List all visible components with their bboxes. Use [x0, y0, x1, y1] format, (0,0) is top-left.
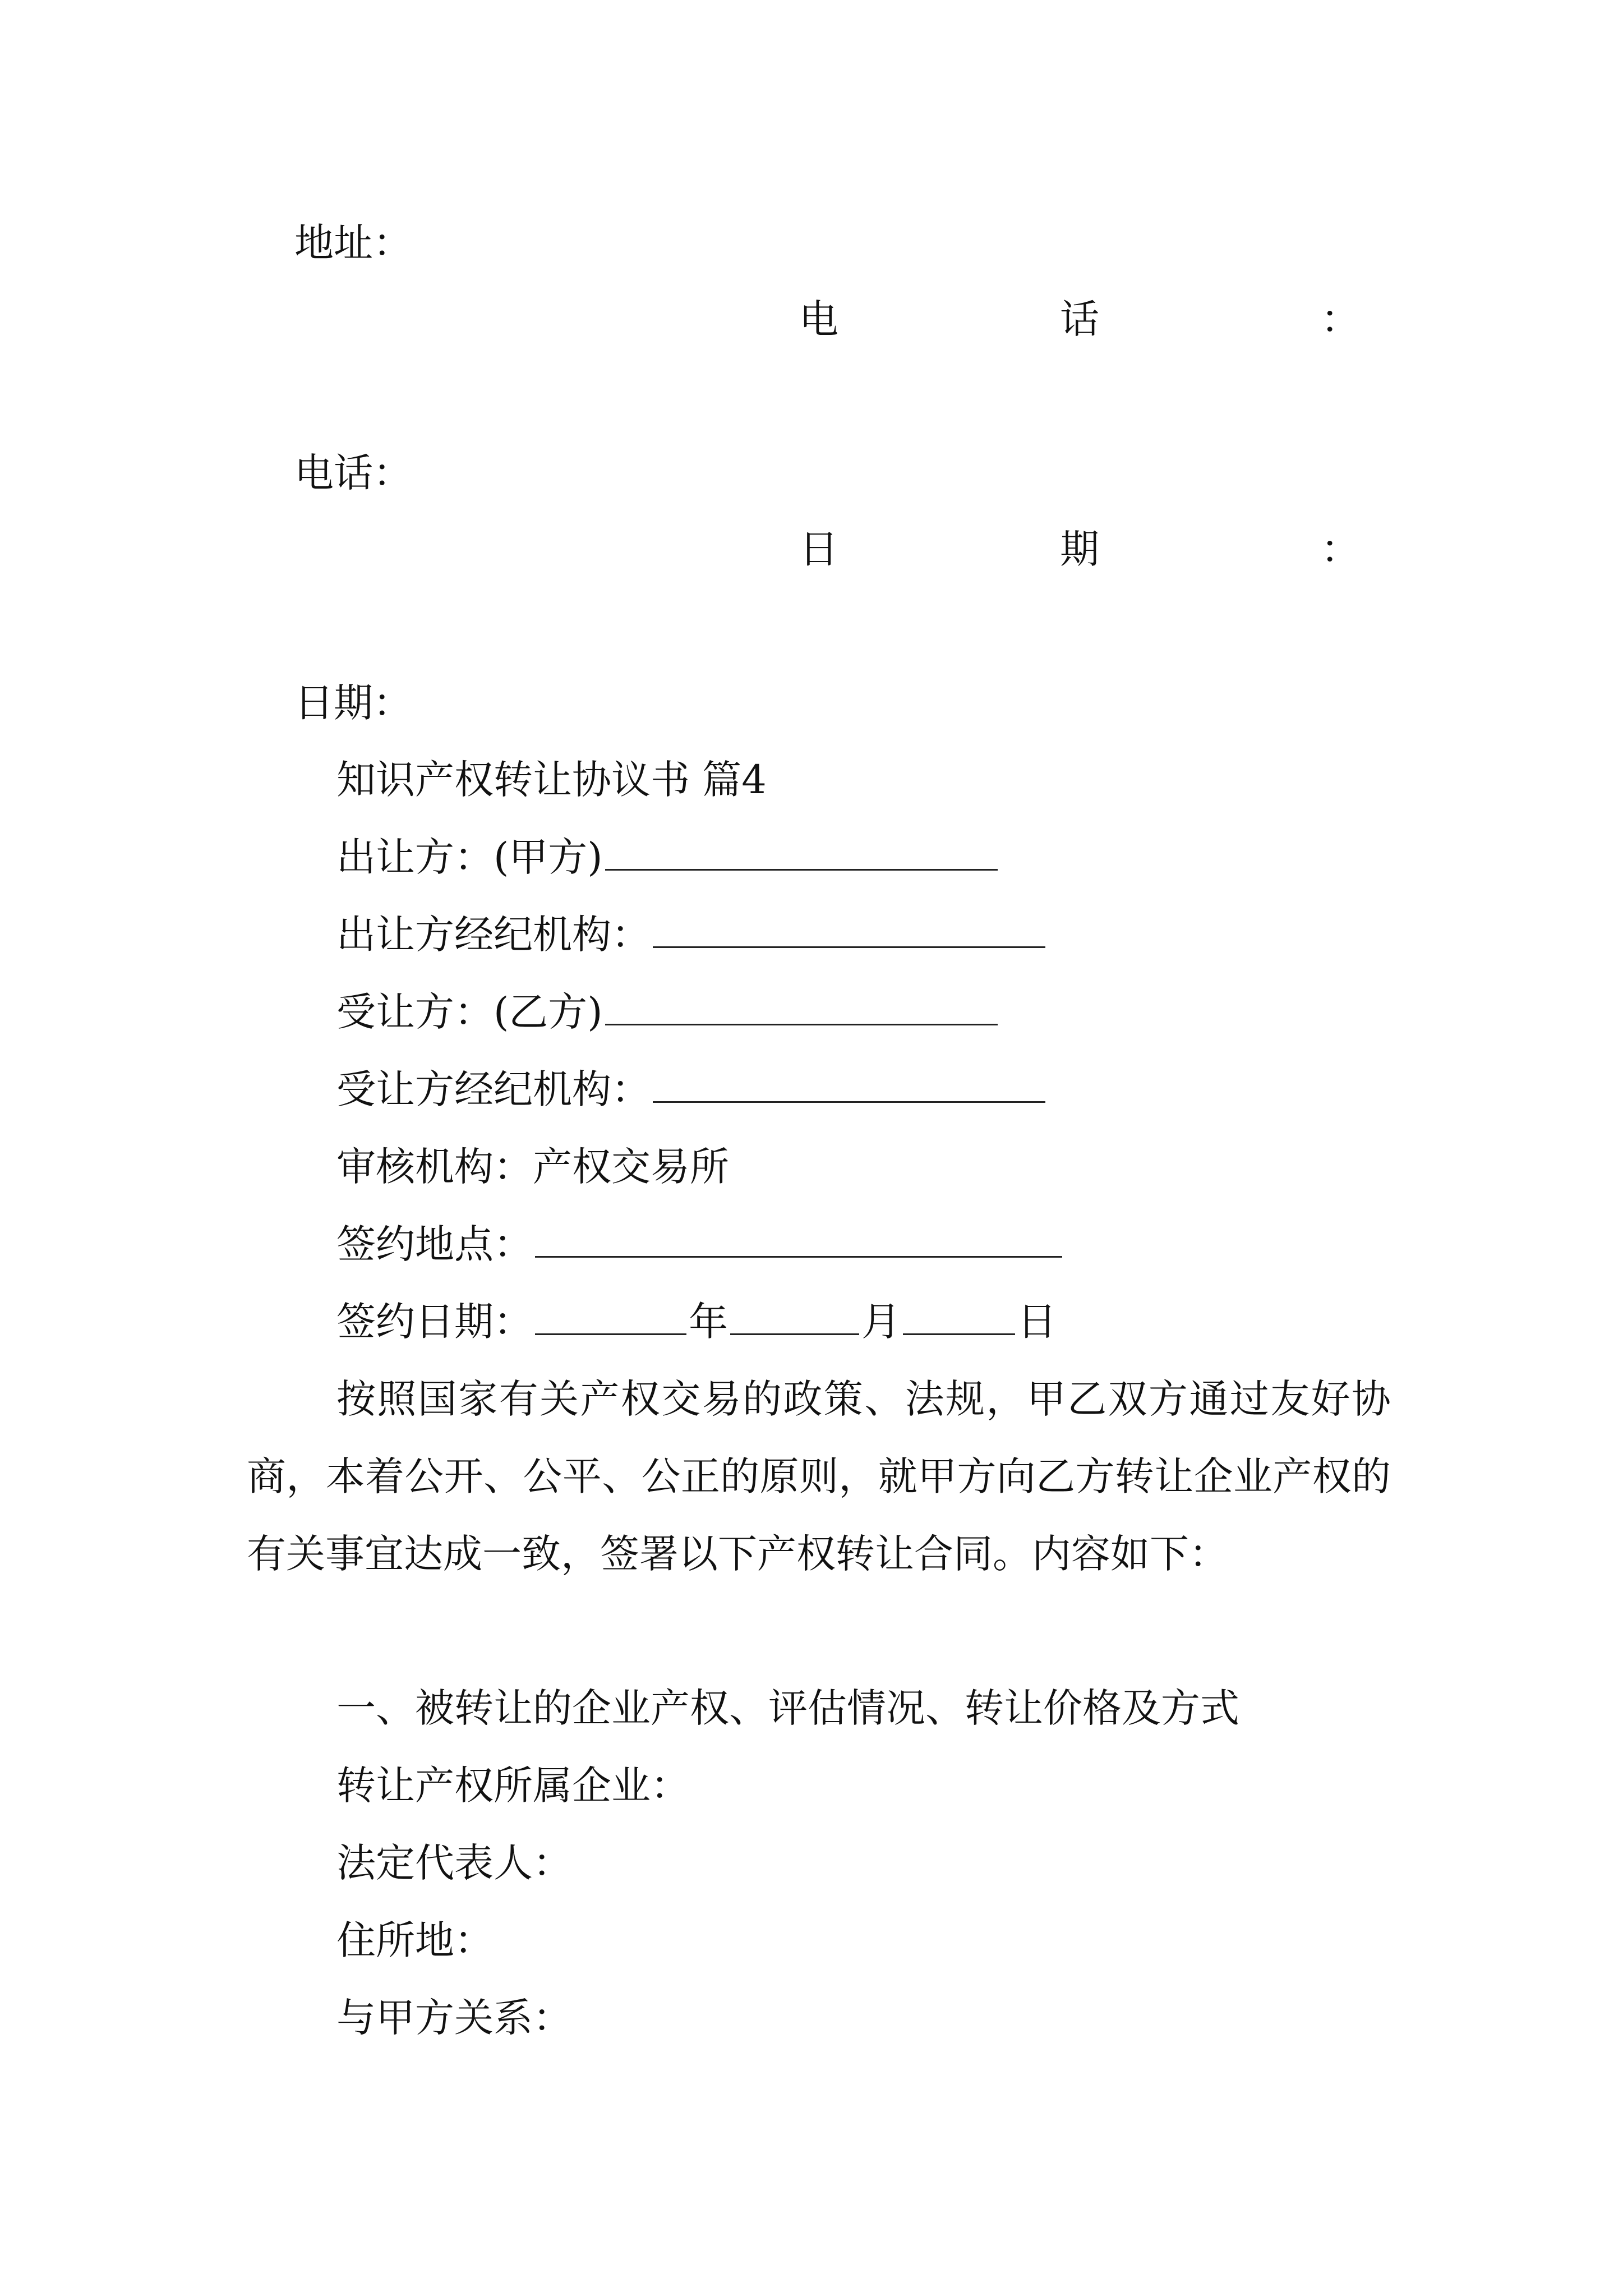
- transferor-broker-blank: [653, 915, 1045, 948]
- phone-char-1: 电: [799, 296, 838, 342]
- date-label: 日期：: [294, 680, 412, 726]
- transferor-broker-label: 出让方经纪机构：: [336, 912, 651, 958]
- day-blank: [903, 1302, 1015, 1335]
- transferee-label: 受让方：(乙方): [336, 989, 603, 1035]
- address-label: 地址：: [294, 220, 412, 266]
- transferor-label: 出让方：(甲方): [336, 834, 603, 880]
- phone-char-2: 话: [1060, 296, 1099, 342]
- transferee-broker-line: [336, 1066, 1048, 1112]
- section-one-item-enterprise: 转让产权所属企业：: [336, 1763, 690, 1809]
- phone-char-3: ：: [1321, 296, 1360, 342]
- transferee-broker-label: 受让方经纪机构：: [336, 1066, 651, 1112]
- year-label: 年: [689, 1299, 728, 1345]
- date-char-1: 日: [799, 526, 838, 572]
- signing-place-line: [336, 1221, 1064, 1267]
- month-label: 月: [861, 1299, 901, 1345]
- phone-spread-label: [799, 296, 1360, 342]
- signing-place-blank: [535, 1225, 1062, 1258]
- transferee-line: [336, 989, 1000, 1035]
- day-label: 日: [1017, 1299, 1057, 1345]
- transferee-blank: [605, 992, 998, 1025]
- month-blank: [730, 1302, 859, 1335]
- phone-label: 电话：: [294, 450, 412, 496]
- signing-date-label: 签约日期：: [336, 1299, 533, 1345]
- date-spread-label: [799, 526, 1360, 572]
- section-one-item-legal-rep: 法定代表人：: [336, 1840, 572, 1886]
- section-one-title: 一、被转让的企业产权、评估情况、转让价格及方式: [336, 1685, 1239, 1731]
- transferor-line: [336, 834, 1000, 880]
- section-one-item-domicile: 住所地：: [336, 1917, 494, 1963]
- section-one-item-relation: 与甲方关系：: [336, 1995, 572, 2041]
- date-char-3: ：: [1321, 526, 1360, 572]
- year-blank: [535, 1302, 686, 1335]
- reviewer-line: 审核机构：产权交易所: [336, 1144, 729, 1190]
- signing-date-line: [336, 1299, 1057, 1345]
- transferor-blank: [605, 838, 998, 871]
- date-char-2: 期: [1060, 526, 1099, 572]
- document-heading: 知识产权转让协议书 篇4: [336, 757, 767, 803]
- signing-place-label: 签约地点：: [336, 1221, 533, 1267]
- transferor-broker-line: [336, 912, 1048, 958]
- transferee-broker-blank: [653, 1070, 1045, 1103]
- intro-paragraph: 按照国家有关产权交易的政策、法规，甲乙双方通过友好协商，本着公开、公平、公正的原则，就甲方向乙方转让企业产权的有关事宜达成一致，签署以下产权转让合同。内容如下：: [247, 1376, 1391, 1577]
